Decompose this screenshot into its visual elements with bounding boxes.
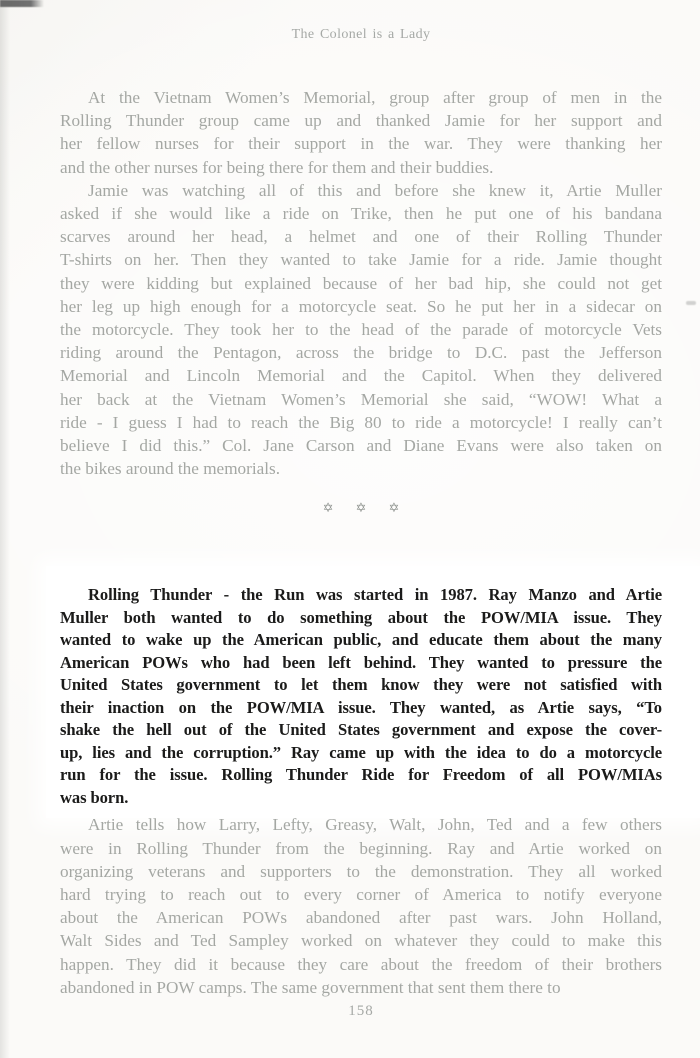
text-line: about the American POWs abandoned after past wars. John Holland, <box>60 908 662 928</box>
text-line: organizing veterans and supporters to the demonstration. They all worked <box>60 861 662 881</box>
text-line: were in Rolling Thunder from the beginning. Ray and Artie worked on <box>60 838 662 858</box>
text-line: Rolling Thunder - the Run was started in 1987. Ray Manzo and Artie <box>88 585 662 605</box>
text-line: ride - I guess I had to reach the Big 80 to ride a motorcycle! I really can’t <box>60 412 662 432</box>
text-line: asked if she would like a ride on Trike, then he put one of his bandana <box>60 204 662 224</box>
text-line: scarves around her head, a helmet and one of their Rolling Thunder <box>60 227 662 247</box>
text-line: wanted to wake up the American public, and educate them about the many <box>60 630 662 650</box>
text-line: their inaction on the POW/MIA issue. They wanted, as Artie says, “To <box>60 697 662 717</box>
paragraph-memorial-thanks <box>60 86 662 179</box>
text-line: Muller both wanted to do something about the POW/MIA issue. They <box>60 607 662 627</box>
text-line: they were kidding but explained because of her bad hip, she could not get <box>60 273 662 293</box>
text-line: believe I did this.” Col. Jane Carson and Diane Evans were also taken on <box>60 436 662 456</box>
text-line: American POWs who had been left behind. They wanted to pressure the <box>60 652 662 672</box>
text-line: Artie tells how Larry, Lefty, Greasy, Walt, John, Ted and a few others <box>88 815 662 835</box>
scan-artifact-right-edge <box>686 301 696 305</box>
text-line: Jamie was watching all of this and before she knew it, Artie Muller <box>88 180 662 200</box>
star-icon: ✡ <box>322 501 334 517</box>
text-line: riding around the Pentagon, across the bridge to D.C. past the Jefferson <box>60 343 662 363</box>
text-line: abandoned in POW camps. The same government that sent them there to <box>60 977 561 997</box>
paragraph-organizers <box>60 813 662 999</box>
text-line: At the Vietnam Women’s Memorial, group after group of men in the <box>88 88 662 107</box>
paragraph-rolling-thunder-history-highlighted <box>60 584 662 809</box>
text-line: the motorcycle. They took her to the head of the parade of motorcycle Vets <box>60 320 662 340</box>
text-line: hard trying to reach out to every corner of America to notify everyone <box>60 885 662 905</box>
text-line: T-shirts on her. Then they wanted to take Jamie for a ride. Jamie thought <box>60 250 662 270</box>
text-line: Memorial and Lincoln Memorial and the Capitol. When they delivered <box>60 366 662 386</box>
text-line: United States government to let them know they were not satisfied with <box>60 675 662 695</box>
page-body <box>60 86 662 999</box>
text-line: up, lies and the corruption.” Ray came up with the idea to do a motorcycle <box>60 742 662 762</box>
text-line: her fellow nurses for their support in the war. They were thanking her <box>60 134 662 154</box>
text-line: happen. They did it because they care about the freedom of their brothers <box>60 954 662 974</box>
text-line: was born. <box>60 787 129 807</box>
paragraph-motorcycle-ride <box>60 179 662 481</box>
text-line: her leg up high enough for a motorcycle seat. So he put her in a sidecar on <box>60 296 662 316</box>
text-line: Walt Sides and Ted Sampley worked on whatever they could to make this <box>60 931 662 951</box>
star-icon: ✡ <box>388 501 400 517</box>
text-line: Rolling Thunder group came up and thanked Jamie for her support and <box>60 111 662 131</box>
text-line: the bikes around the memorials. <box>60 459 281 479</box>
text-line: run for the issue. Rolling Thunder Ride for Freedom of all POW/MIAs <box>60 765 662 785</box>
text-line: her back at the Vietnam Women’s Memorial she said, “WOW! What a <box>60 389 662 409</box>
star-icon: ✡ <box>355 501 367 517</box>
text-line: and the other nurses for being there for them and their buddies. <box>60 157 494 177</box>
page-number: 158 <box>348 1003 374 1019</box>
scan-gutter-shadow <box>0 0 10 1058</box>
text-line: shake the hell out of the United States government and expose the cover- <box>60 720 662 740</box>
running-header: The Colonel is a Lady <box>291 27 431 42</box>
separator-stars <box>60 498 662 520</box>
